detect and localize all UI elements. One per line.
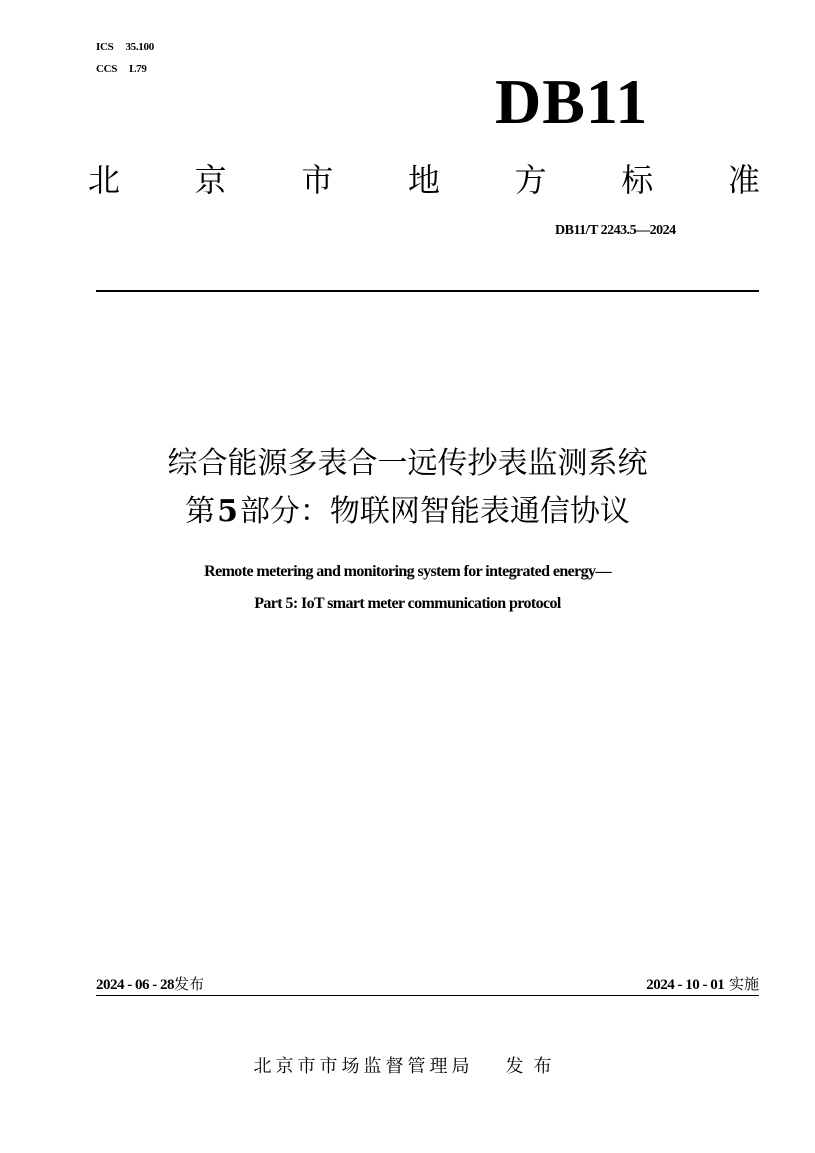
issuer-label: 发布 (505, 1056, 562, 1077)
title-cn-part-number: 5 (217, 494, 238, 529)
standard-type-char: 标 (621, 161, 654, 199)
header-divider (96, 290, 759, 292)
effective-date: 2024 - 10 - 01 (646, 977, 725, 993)
effective-date-row (646, 973, 759, 996)
title-cn-line1: 综合能源多表合一远传抄表监测系统 (167, 446, 648, 481)
standard-number: DB11/T 2243.5—2024 (555, 223, 676, 238)
issuer-row (0, 1054, 815, 1080)
issuer-name: 北京市市场监督管理局 (253, 1056, 474, 1077)
publish-date: 2024 - 06 - 28 (96, 977, 174, 993)
title-cn-part-prefix: 第 (185, 494, 216, 529)
ics-value: 35.100 (125, 41, 154, 53)
title-cn-part-suffix: 部分：物联网智能表通信协议 (239, 494, 630, 529)
title-cn-line2 (0, 492, 815, 532)
ccs-code (96, 62, 147, 76)
db11-logo: DB11 (495, 66, 649, 137)
standard-type-char: 市 (301, 161, 334, 199)
footer-divider (96, 995, 759, 996)
ics-label: ICS (96, 41, 114, 53)
standard-type-heading (88, 158, 760, 202)
effective-label: 实施 (728, 975, 759, 993)
publish-date-row (96, 973, 204, 996)
standard-type-char: 准 (727, 161, 760, 199)
standard-type-char: 地 (407, 161, 440, 199)
publish-label: 发布 (174, 975, 205, 993)
ccs-label: CCS (96, 63, 118, 75)
ics-code (96, 40, 154, 54)
standard-type-char: 方 (514, 161, 547, 199)
title-en-line1: Remote metering and monitoring system for integrated energy— (204, 563, 611, 580)
standard-type-char: 京 (194, 161, 227, 199)
standard-type-char: 北 (88, 161, 121, 199)
title-en-line2: Part 5: IoT smart meter communication protocol (254, 595, 561, 612)
ccs-value: L79 (129, 63, 147, 75)
